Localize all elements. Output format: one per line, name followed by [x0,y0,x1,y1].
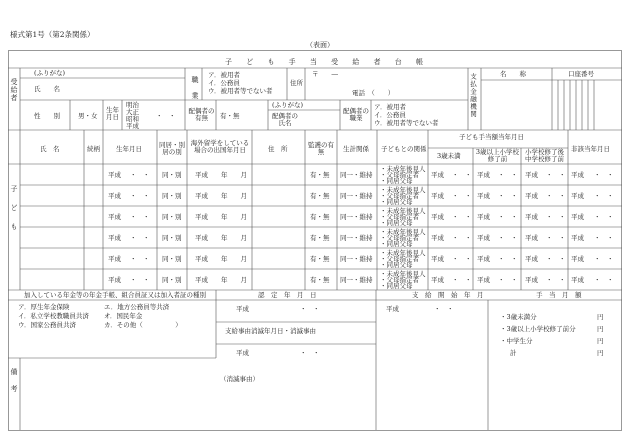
pension-option-a: ア．厚生年金保険 [18,303,70,311]
spouse-presence-value: 有・無 [220,112,240,120]
child-current-era: 平成 [571,276,584,284]
spouse-occupation-option-a: ア．被用者 [374,103,406,111]
child-relationship-option-2: ・父母指定者 [380,234,419,242]
child-relationship-option-1: ・未成年後見人 [380,270,426,278]
recipient-birth-dots: ・ ・ [156,112,176,120]
child-birth-dots: ・ ・ [130,276,150,284]
child-relationship-option-3: ・同居父母 [380,219,413,227]
reason-era: 平成 [236,349,249,357]
child-current-era: 平成 [571,192,584,200]
child-birth-era: 平成 [108,276,121,284]
child-abroad-value: 平成 年 月 [195,171,247,179]
child-current-era: 平成 [571,171,584,179]
child-current-era: 平成 [571,234,584,242]
child-3plus-dots: ・ ・ [498,234,518,242]
recipient-name-label: 氏 名 [34,85,60,93]
occupation-option-u: ウ．被用者等でない者 [208,87,273,95]
child-current-dots: ・ ・ [594,234,614,242]
child-abroad-header: 海外留学をしている場合の出国年月日 [190,139,250,155]
child-custody-value: 有・無 [310,255,330,263]
child-under3-era: 平成 [431,276,444,284]
child-livelihood-value: 同一・維持 [340,192,373,200]
child-current-date-header: 非該当年月日 [571,145,610,153]
child-under3-era: 平成 [431,192,444,200]
monthly-amount-label: 手 当 月 額 [536,291,582,299]
reason-dots: ・ ・ [300,349,320,357]
amount-total-unit: 円 [597,349,604,357]
child-birth-dots: ・ ・ [130,171,150,179]
child-living-header: 同居・別居の別 [159,141,185,157]
spouse-furigana-label: (ふりがな) [272,101,304,109]
child-middle-era: 平成 [525,213,538,221]
child-custody-value: 有・無 [310,192,330,200]
child-birth-dots: ・ ・ [130,192,150,200]
child-middle-dots: ・ ・ [546,276,566,284]
children-section-label: 子ども [10,185,18,242]
child-3plus-header: 3歳以上小学校修了前 [475,148,520,164]
payment-start-era: 平成 [386,305,399,313]
child-custody-header: 監護の有 無 [308,141,341,157]
child-middle-dots: ・ ・ [546,192,566,200]
child-current-dots: ・ ・ [594,192,614,200]
pension-option-e: エ．地方公務員等共済 [104,303,170,311]
pension-header: 加入している年金等の年金手帳、組合員証又は加入者証の種別 [24,291,206,299]
child-birth-dots: ・ ・ [130,255,150,263]
era-showa: 昭和 [126,115,139,123]
child-middle-dots: ・ ・ [546,171,566,179]
child-3plus-era: 平成 [477,192,490,200]
child-relationship-option-1: ・未成年後見人 [380,228,426,236]
side-label: （表面） [306,41,334,49]
child-livelihood-value: 同一・維持 [340,276,373,284]
child-relationship-option-3: ・同居父母 [380,240,413,248]
child-middle-era: 平成 [525,276,538,284]
child-relationship-option-2: ・父母指定者 [380,255,419,263]
child-livelihood-value: 同一・維持 [340,171,373,179]
phone-label: 電話 （ ） [352,89,395,97]
child-custody-value: 有・無 [310,171,330,179]
era-meiji: 明治 [126,101,139,109]
document-title: 子 ど も 手 当 受 給 者 台 帳 [225,58,430,66]
child-relationship-option-1: ・未成年後見人 [380,186,426,194]
amount-middle-unit: 円 [597,337,604,345]
child-abroad-value: 平成 年 月 [195,192,247,200]
spouse-occupation-option-u: ウ．被用者等でない者 [374,119,439,127]
child-relationship-option-3: ・同居父母 [380,282,413,290]
child-3plus-dots: ・ ・ [498,192,518,200]
child-middle-dots: ・ ・ [546,255,566,263]
child-relationship-header: 子どもとの関係 [381,145,427,153]
child-custody-value: 有・無 [310,276,330,284]
child-relationship-option-2: ・父母指定者 [380,276,419,284]
reason-note: （消滅事由） [220,375,259,383]
child-relationship-option-3: ・同居父母 [380,198,413,206]
child-birth-dots: ・ ・ [130,234,150,242]
pension-option-u: ウ．国家公務員共済 [18,321,76,329]
account-number-label: 口座番号 [568,70,594,78]
child-living-value: 同・別 [162,213,182,221]
pension-option-o: オ．国民年金 [104,312,143,320]
sex-value: 男・女 [78,112,98,120]
remarks-label: 備考 [10,368,18,402]
child-3plus-era: 平成 [477,276,490,284]
child-current-dots: ・ ・ [594,255,614,263]
institution-name-label: 名 称 [500,70,526,78]
child-relationship-option-1: ・未成年後見人 [380,165,426,173]
occupation-option-i: イ．公務員 [208,79,240,87]
child-under3-era: 平成 [431,171,444,179]
child-living-value: 同・別 [162,192,182,200]
child-living-value: 同・別 [162,255,182,263]
child-current-dots: ・ ・ [594,213,614,221]
child-middle-era: 平成 [525,171,538,179]
child-current-era: 平成 [571,255,584,263]
amount-middle: ・中学生分 [500,337,533,345]
child-birth-era: 平成 [108,171,121,179]
child-amount-group-header: 子ども手当額当年月日 [459,133,524,141]
child-3plus-dots: ・ ・ [498,213,518,221]
child-relationship-option-1: ・未成年後見人 [380,249,426,257]
amount-3plus-unit: 円 [597,325,604,333]
child-under3-dots: ・ ・ [452,276,472,284]
occupation-option-a: ア．被用者 [208,71,240,79]
child-abroad-value: 平成 年 月 [195,234,247,242]
certification-date-label: 認 定 年 月 日 [258,291,317,299]
amount-under3-unit: 円 [597,313,604,321]
postal-mark: 〒 ― [312,70,338,78]
child-name-header: 氏 名 [40,145,60,153]
child-livelihood-value: 同一・維持 [340,213,373,221]
certification-era: 平成 [236,305,249,313]
child-middle-era: 平成 [525,192,538,200]
amount-under3: ・3歳未満分 [500,313,537,321]
child-current-dots: ・ ・ [594,171,614,179]
child-under3-era: 平成 [431,213,444,221]
spouse-occupation-label: 配偶者の職業 [343,107,369,123]
child-middle-era: 平成 [525,234,538,242]
child-birth-era: 平成 [108,234,121,242]
child-relation-header: 続柄 [87,145,100,153]
child-birth-era: 平成 [108,192,121,200]
spouse-occupation-option-i: イ．公務員 [374,111,406,119]
child-living-value: 同・別 [162,171,182,179]
child-abroad-value: 平成 年 月 [195,255,247,263]
child-custody-value: 有・無 [310,234,330,242]
child-under3-era: 平成 [431,234,444,242]
child-primary-to-middle-header: 小学校修了後中学校修了前 [525,148,564,164]
child-birth-era: 平成 [108,213,121,221]
child-living-value: 同・別 [162,234,182,242]
child-current-era: 平成 [571,213,584,221]
occupation-label: 職 業 [191,76,199,100]
child-livelihood-header: 生計関係 [343,145,369,153]
child-under3-era: 平成 [431,255,444,263]
child-custody-value: 有・無 [310,213,330,221]
amount-3plus: ・3歳以上小学校修了前分 [500,325,576,333]
child-under3-dots: ・ ・ [452,234,472,242]
child-abroad-value: 平成 年 月 [195,276,247,284]
child-3plus-era: 平成 [477,234,490,242]
child-middle-dots: ・ ・ [546,213,566,221]
era-taisho: 大正 [126,108,139,116]
child-3plus-dots: ・ ・ [498,171,518,179]
spouse-presence-label: 配偶者の有無 [188,107,215,123]
child-3plus-era: 平成 [477,213,490,221]
child-address-header: 住 所 [268,145,288,153]
child-relationship-option-2: ・父母指定者 [380,171,419,179]
child-under3-dots: ・ ・ [452,171,472,179]
birth-date-label: 生年月日 [106,106,119,122]
payment-start-label: 支 給 開 始 年 月 [412,291,484,299]
recipient-section-label: 受給者 [10,78,18,102]
child-living-value: 同・別 [162,276,182,284]
child-under3-dots: ・ ・ [452,192,472,200]
child-abroad-value: 平成 年 月 [195,213,247,221]
spouse-name-label: 配偶者の氏名 [272,112,298,128]
address-label: 住所 [290,79,303,87]
child-under3-header: 3歳未満 [437,152,461,160]
pension-option-i: イ．私立学校教職員共済 [18,312,89,320]
payment-start-dots: ・ ・ [434,305,454,313]
child-3plus-era: 平成 [477,171,490,179]
form-number: 様式第1号（第2条関係） [10,30,95,39]
child-relationship-option-1: ・未成年後見人 [380,207,426,215]
child-3plus-dots: ・ ・ [498,276,518,284]
child-relationship-option-3: ・同居父母 [380,261,413,269]
recipient-furigana-label: (ふりがな) [34,69,66,77]
child-birth-era: 平成 [108,255,121,263]
child-middle-dots: ・ ・ [546,234,566,242]
child-3plus-dots: ・ ・ [498,255,518,263]
pension-option-ka: カ．その他（ ） [104,321,182,329]
child-under3-dots: ・ ・ [452,255,472,263]
child-relationship-option-2: ・父母指定者 [380,192,419,200]
child-current-dots: ・ ・ [594,276,614,284]
payment-institution-label: 支払金融機関 [469,73,477,118]
child-under3-dots: ・ ・ [452,213,472,221]
child-relationship-option-3: ・同居父母 [380,177,413,185]
child-relationship-option-2: ・父母指定者 [380,213,419,221]
era-heisei: 平成 [126,122,139,130]
child-3plus-era: 平成 [477,255,490,263]
child-middle-era: 平成 [525,255,538,263]
child-birth-dots: ・ ・ [130,213,150,221]
reason-label: 支給事由消滅年月日・消滅事由 [225,327,316,335]
amount-total: 計 [510,349,517,357]
certification-dots: ・ ・ [300,305,320,313]
child-birth-header: 生年月日 [116,145,142,153]
sex-label: 性 別 [34,112,60,120]
child-livelihood-value: 同一・維持 [340,234,373,242]
child-livelihood-value: 同一・維持 [340,255,373,263]
